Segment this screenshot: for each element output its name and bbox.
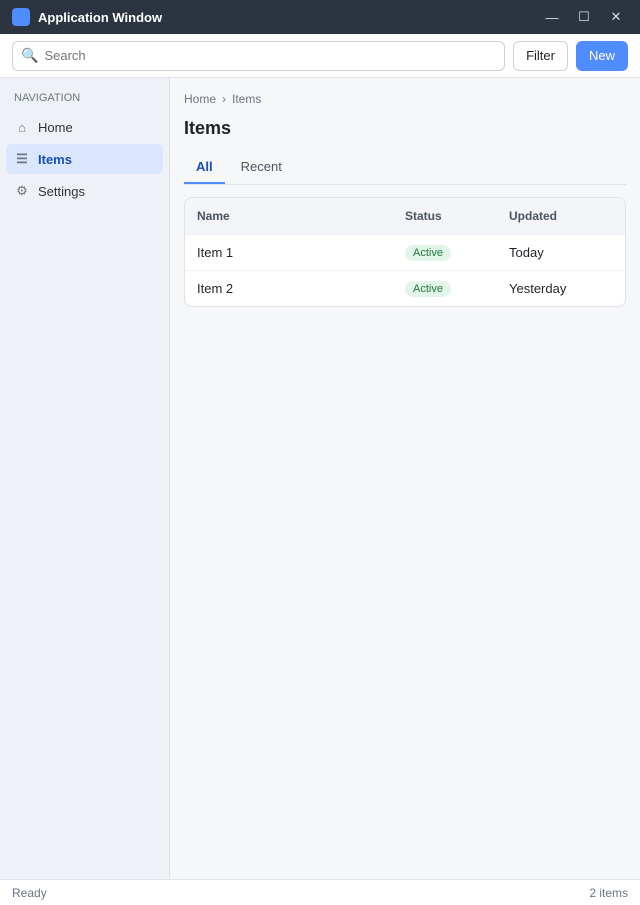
maximize-icon[interactable]: ☐ (578, 9, 590, 24)
status-text: Ready (12, 885, 47, 900)
data-table (184, 197, 626, 307)
toolbar (0, 34, 640, 78)
table-header (185, 198, 625, 234)
column-header[interactable]: Updated (509, 209, 557, 223)
search-input[interactable] (44, 48, 496, 63)
page-title: Items (184, 118, 232, 138)
sidebar-heading: NAVIGATION (14, 92, 81, 104)
close-icon[interactable]: ✕ (610, 9, 622, 24)
tab-all[interactable]: All (184, 151, 225, 184)
table-cell: Today (509, 245, 544, 260)
new-button[interactable]: New (576, 41, 628, 71)
breadcrumb-item: Items (232, 92, 262, 106)
status-badge: Active (405, 281, 451, 297)
search-box[interactable] (12, 41, 505, 71)
status-cell (405, 280, 509, 297)
status-bar (0, 879, 640, 905)
tab-recent[interactable]: Recent (240, 159, 282, 174)
content-area (0, 78, 640, 879)
list-icon: ☰ (16, 151, 28, 166)
item-count: 2 items (589, 885, 628, 900)
table-row[interactable] (185, 270, 625, 306)
breadcrumb (184, 92, 626, 106)
window-title: Application Window (38, 9, 163, 25)
title-bar (0, 0, 640, 34)
column-header[interactable]: Status (405, 209, 442, 223)
main-panel (170, 78, 640, 879)
gear-icon: ⚙ (16, 183, 28, 198)
tab-bar (184, 151, 626, 185)
sidebar-item-home[interactable] (6, 112, 163, 142)
table-cell: Yesterday (509, 281, 567, 296)
status-badge: Active (405, 245, 451, 261)
sidebar-item-settings[interactable] (6, 176, 163, 206)
sidebar-item-items[interactable] (6, 144, 163, 174)
table-row[interactable] (185, 234, 625, 270)
sidebar-item-label: Items (38, 151, 72, 167)
status-cell (405, 244, 509, 261)
breadcrumb-item[interactable]: Home (184, 92, 217, 106)
minimize-icon[interactable]: — (545, 9, 559, 25)
sidebar-item-label: Home (38, 119, 73, 135)
column-header[interactable]: Name (197, 209, 230, 223)
sidebar (0, 78, 170, 879)
search-icon: 🔍 (21, 47, 39, 63)
breadcrumb-separator: › (222, 92, 227, 106)
sidebar-item-label: Settings (38, 183, 85, 199)
table-cell: Item 1 (197, 245, 234, 260)
table-cell: Item 2 (197, 281, 234, 296)
app-icon (12, 8, 30, 26)
filter-button[interactable]: Filter (513, 41, 568, 71)
home-icon: ⌂ (18, 119, 26, 135)
